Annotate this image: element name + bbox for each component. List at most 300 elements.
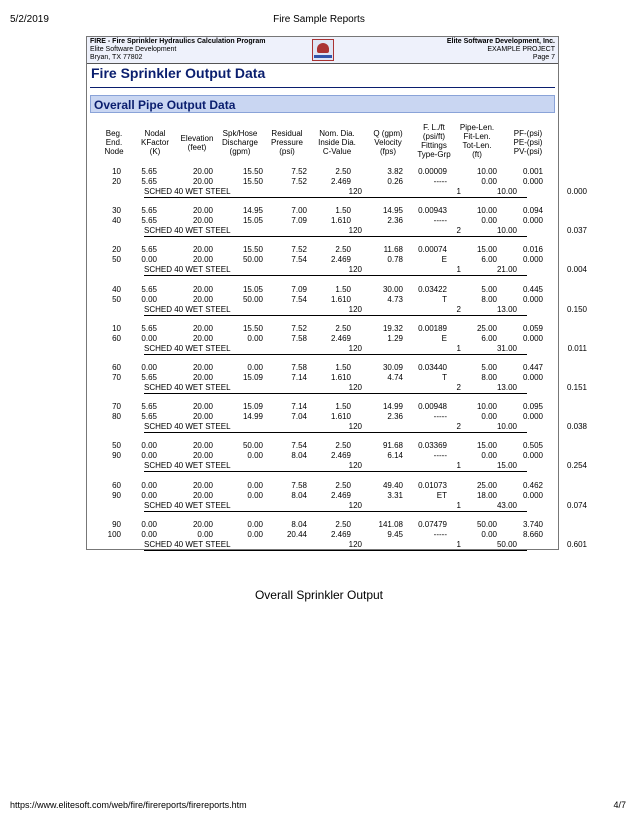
pipe-pv: 0.151 xyxy=(566,383,587,392)
section-heading: Overall Pipe Output Data xyxy=(90,95,555,113)
cell-dia: 2.50 xyxy=(335,441,351,451)
cell-elev: 20.00 xyxy=(192,441,213,451)
cell-len: 15.00 xyxy=(476,441,497,451)
cell-pf: 0.000 xyxy=(522,216,543,226)
cell-nodes: 60 xyxy=(112,363,121,372)
cell-nodes: 50 xyxy=(112,255,121,265)
cell-fl: 0.07479 xyxy=(418,519,447,529)
cell-k: 0.00 xyxy=(141,441,157,451)
column-header xyxy=(455,123,499,159)
cell-nodes: 90 xyxy=(112,490,121,500)
cell-pf: 0.000 xyxy=(522,373,543,382)
cell-disch: 0.00 xyxy=(247,363,263,372)
pipe-type-line xyxy=(144,343,587,355)
cell-fl: ----- xyxy=(433,216,447,226)
column-header-line: Q (gpm) xyxy=(373,129,403,138)
cell-press: 7.54 xyxy=(291,441,307,451)
column-header-line: Type-Grp xyxy=(417,150,451,159)
cell-elev: 20.00 xyxy=(192,373,213,382)
company-location: Bryan, TX 77802 xyxy=(90,54,143,61)
cell-len: 5.00 xyxy=(481,363,497,372)
cell-qv: 49.40 xyxy=(382,480,403,490)
pipe-group xyxy=(87,480,587,520)
program-logo-icon xyxy=(312,39,334,61)
cell-len: 6.00 xyxy=(481,255,497,265)
column-header-line: F. L./ft xyxy=(423,123,445,132)
cell-pf: 3.740 xyxy=(522,519,543,529)
pipe-cv: 120 xyxy=(348,500,362,510)
cell-fl: ----- xyxy=(433,177,447,186)
cell-disch: 15.50 xyxy=(242,323,263,333)
cell-len: 25.00 xyxy=(476,323,497,333)
pipe-type: SCHED 40 WET STEEL xyxy=(144,500,231,510)
column-header-line: (feet) xyxy=(187,143,207,152)
cell-k: 5.65 xyxy=(141,245,157,255)
cell-nodes: 40 xyxy=(112,284,121,294)
cell-fl: 0.03369 xyxy=(418,441,447,451)
cell-press: 7.09 xyxy=(291,284,307,294)
cell-fl: E xyxy=(441,255,447,265)
cell-disch: 15.05 xyxy=(242,216,263,226)
column-header-line: (gpm) xyxy=(229,147,251,156)
cell-elev: 20.00 xyxy=(192,216,213,226)
pipe-grp: 1 xyxy=(456,500,461,510)
column-header-line: Node xyxy=(104,147,124,156)
cell-elev: 20.00 xyxy=(192,363,213,372)
cell-qv: 11.68 xyxy=(383,245,403,255)
cell-qv: 91.68 xyxy=(382,441,403,451)
cell-elev: 20.00 xyxy=(192,206,213,216)
cell-pf: 0.447 xyxy=(522,363,543,372)
column-header xyxy=(265,129,309,156)
cell-len: 0.00 xyxy=(481,216,497,226)
pipe-type: SCHED 40 WET STEEL xyxy=(144,539,231,549)
cell-fl: ET xyxy=(436,490,447,500)
cell-dia: 2.50 xyxy=(335,167,351,176)
pipe-type-line xyxy=(144,539,587,551)
cell-nodes: 30 xyxy=(112,206,121,216)
cell-len: 8.00 xyxy=(481,373,497,382)
pipe-cv: 120 xyxy=(348,304,362,314)
cell-dia: 2.50 xyxy=(335,519,351,529)
column-header-line: Beg. xyxy=(105,129,123,138)
pipe-pv: 0.004 xyxy=(566,265,587,275)
cell-dia: 1.610 xyxy=(330,412,351,422)
column-header-line: Fit-Len. xyxy=(463,132,491,141)
cell-pf: 0.094 xyxy=(522,206,543,216)
cell-press: 8.04 xyxy=(291,451,307,461)
pipe-group xyxy=(87,206,587,245)
column-header xyxy=(217,129,263,156)
cell-len: 5.00 xyxy=(481,284,497,294)
pipe-type: SCHED 40 WET STEEL xyxy=(144,226,231,236)
cell-fl: 0.00009 xyxy=(418,167,447,176)
cell-nodes: 90 xyxy=(112,451,121,461)
pipe-tot: 15.00 xyxy=(496,461,517,471)
column-header-line: Spk/Hose xyxy=(222,129,258,138)
pipe-grp: 2 xyxy=(456,383,461,392)
cell-dia: 1.50 xyxy=(335,206,351,216)
cell-press: 8.04 xyxy=(291,519,307,529)
pipe-cv: 120 xyxy=(348,226,362,236)
cell-pf: 0.000 xyxy=(522,294,543,304)
column-header-line: End. xyxy=(105,138,123,147)
pipe-cv: 120 xyxy=(348,422,362,432)
column-header-line: PF-(psi) xyxy=(513,129,543,138)
column-header-line: (ft) xyxy=(472,150,482,159)
cell-press: 7.58 xyxy=(291,363,307,372)
cell-len: 6.00 xyxy=(481,333,497,343)
pipe-tot: 13.00 xyxy=(496,383,517,392)
cell-fl: ----- xyxy=(433,529,447,539)
cell-nodes: 20 xyxy=(112,245,121,255)
pipe-cv: 120 xyxy=(348,383,362,392)
cell-dia: 2.469 xyxy=(330,177,351,186)
cell-elev: 20.00 xyxy=(192,167,213,176)
cell-k: 0.00 xyxy=(141,294,157,304)
cell-disch: 50.00 xyxy=(242,255,263,265)
cell-disch: 0.00 xyxy=(247,529,263,539)
pipe-type: SCHED 40 WET STEEL xyxy=(144,343,231,353)
cell-len: 8.00 xyxy=(481,294,497,304)
pipe-pv: 0.150 xyxy=(566,304,587,314)
pipe-type: SCHED 40 WET STEEL xyxy=(144,383,231,392)
pipe-grp: 1 xyxy=(456,461,461,471)
column-header-line: PE-(psi) xyxy=(513,138,543,147)
cell-fl: ----- xyxy=(433,412,447,422)
pipe-type-line xyxy=(144,226,587,237)
cell-pf: 8.660 xyxy=(522,529,543,539)
cell-dia: 2.50 xyxy=(335,245,351,255)
column-header-line: KFactor xyxy=(140,138,169,147)
cell-pf: 0.016 xyxy=(522,245,543,255)
pipe-grp: 2 xyxy=(456,304,461,314)
pipe-group xyxy=(87,167,587,206)
cell-press: 7.54 xyxy=(291,255,307,265)
pipe-group xyxy=(87,284,587,324)
cell-elev: 0.00 xyxy=(197,529,213,539)
cell-dia: 2.469 xyxy=(330,255,351,265)
column-header xyxy=(413,123,455,159)
column-header-line: C-Value xyxy=(322,147,352,156)
cell-press: 20.44 xyxy=(286,529,307,539)
column-header-line: (psi/ft) xyxy=(422,132,446,141)
pipe-group xyxy=(87,441,587,480)
cell-qv: 19.32 xyxy=(382,323,403,333)
pipe-grp: 1 xyxy=(456,539,461,549)
column-header xyxy=(507,129,549,156)
cell-press: 7.52 xyxy=(291,323,307,333)
cell-elev: 20.00 xyxy=(192,255,213,265)
cell-qv: 4.73 xyxy=(387,294,403,304)
report-frame xyxy=(86,36,587,550)
vendor-name: Elite Software Development, Inc. xyxy=(446,38,555,45)
pipe-pv: 0.000 xyxy=(566,187,587,196)
cell-elev: 20.00 xyxy=(192,294,213,304)
pipe-type-line xyxy=(144,422,587,433)
cell-elev: 20.00 xyxy=(192,284,213,294)
pipe-tot: 10.00 xyxy=(496,422,517,432)
column-header-line: PV-(psi) xyxy=(513,147,543,156)
cell-k: 0.00 xyxy=(141,255,157,265)
pipe-grp: 1 xyxy=(456,265,461,275)
report-header-right xyxy=(447,38,555,62)
cell-fl: T xyxy=(442,373,447,382)
cell-fl: 0.00074 xyxy=(418,245,447,255)
cell-k: 0.00 xyxy=(141,333,157,343)
column-header xyxy=(365,129,411,156)
cell-disch: 0.00 xyxy=(247,333,263,343)
company-name: Elite Software Development xyxy=(90,46,177,53)
project-name: EXAMPLE PROJECT xyxy=(487,46,555,53)
cell-qv: 30.00 xyxy=(382,284,403,294)
cell-qv: 9.45 xyxy=(387,529,403,539)
cell-disch: 15.09 xyxy=(242,373,263,382)
cell-press: 7.52 xyxy=(291,177,307,186)
cell-disch: 15.50 xyxy=(242,245,263,255)
pipe-type: SCHED 40 WET STEEL xyxy=(144,461,231,471)
cell-qv: 0.26 xyxy=(387,177,403,186)
cell-qv: 14.99 xyxy=(382,402,403,412)
pipe-pv: 0.011 xyxy=(567,343,587,353)
pipe-cv: 120 xyxy=(348,461,362,471)
cell-k: 0.00 xyxy=(141,363,157,372)
cell-k: 5.65 xyxy=(141,412,157,422)
cell-press: 7.09 xyxy=(291,216,307,226)
cell-fl: 0.00948 xyxy=(418,402,447,412)
column-header-line: Residual xyxy=(271,129,303,138)
cell-k: 5.65 xyxy=(141,177,157,186)
cell-disch: 14.95 xyxy=(242,206,263,216)
cell-fl: 0.01073 xyxy=(418,480,447,490)
cell-elev: 20.00 xyxy=(192,451,213,461)
cell-k: 5.65 xyxy=(141,167,157,176)
cell-dia: 2.469 xyxy=(330,451,351,461)
cell-pf: 0.000 xyxy=(522,451,543,461)
column-header-line: Discharge xyxy=(221,138,258,147)
cell-len: 25.00 xyxy=(476,480,497,490)
cell-disch: 50.00 xyxy=(242,294,263,304)
column-header-line: (K) xyxy=(149,147,161,156)
cell-len: 15.00 xyxy=(476,245,497,255)
cell-pf: 0.505 xyxy=(522,441,543,451)
print-date: 5/2/2019 xyxy=(10,14,49,25)
cell-qv: 0.78 xyxy=(387,255,403,265)
cell-dia: 1.610 xyxy=(330,216,351,226)
column-headers xyxy=(87,121,558,161)
column-header xyxy=(95,129,133,156)
cell-pf: 0.000 xyxy=(522,490,543,500)
cell-elev: 20.00 xyxy=(192,480,213,490)
report-header xyxy=(87,37,558,64)
column-header-line: Velocity xyxy=(374,138,402,147)
cell-disch: 0.00 xyxy=(247,519,263,529)
cell-qv: 30.09 xyxy=(382,363,403,372)
cell-pf: 0.000 xyxy=(522,255,543,265)
column-header xyxy=(177,134,217,152)
pipe-type-line xyxy=(144,500,587,512)
pipe-tot: 10.00 xyxy=(496,187,517,196)
cell-qv: 2.36 xyxy=(387,216,403,226)
pipe-cv: 120 xyxy=(348,265,362,275)
cell-fl: ----- xyxy=(433,451,447,461)
program-name: FIRE - Fire Sprinkler Hydraulics Calculation Program xyxy=(90,38,266,45)
cell-press: 7.58 xyxy=(291,480,307,490)
cell-pf: 0.462 xyxy=(522,480,543,490)
cell-nodes: 90 xyxy=(112,519,121,529)
cell-elev: 20.00 xyxy=(192,490,213,500)
cell-nodes: 10 xyxy=(112,323,121,333)
cell-k: 5.65 xyxy=(141,284,157,294)
page-url: https://www.elitesoft.com/web/fire/firereports/firereports.htm xyxy=(10,800,247,810)
cell-fl: 0.00189 xyxy=(418,323,447,333)
cell-nodes: 60 xyxy=(112,480,121,490)
pipe-group xyxy=(87,363,587,402)
cell-qv: 141.08 xyxy=(378,519,403,529)
cell-k: 5.65 xyxy=(141,216,157,226)
cell-nodes: 80 xyxy=(112,412,121,422)
page-number: 4/7 xyxy=(613,800,626,810)
cell-dia: 1.610 xyxy=(330,373,351,382)
report-page-number: Page 7 xyxy=(532,54,555,61)
cell-k: 0.00 xyxy=(141,451,157,461)
cell-len: 0.00 xyxy=(481,412,497,422)
cell-elev: 20.00 xyxy=(192,519,213,529)
cell-disch: 15.09 xyxy=(242,402,263,412)
cell-len: 0.00 xyxy=(481,177,497,186)
pipe-group xyxy=(87,519,587,559)
cell-disch: 15.05 xyxy=(242,284,263,294)
cell-press: 7.04 xyxy=(291,412,307,422)
cell-elev: 20.00 xyxy=(192,333,213,343)
pipe-pv: 0.037 xyxy=(566,226,587,236)
cell-k: 5.65 xyxy=(141,323,157,333)
cell-dia: 1.610 xyxy=(330,294,351,304)
cell-k: 0.00 xyxy=(141,490,157,500)
cell-elev: 20.00 xyxy=(192,177,213,186)
cell-nodes: 50 xyxy=(112,441,121,451)
cell-len: 0.00 xyxy=(481,451,497,461)
column-header-line: Elevation xyxy=(180,134,214,143)
pipe-tot: 43.00 xyxy=(496,500,517,510)
figure-caption: Overall Sprinkler Output xyxy=(254,588,384,602)
cell-k: 5.65 xyxy=(141,206,157,216)
cell-press: 7.58 xyxy=(291,333,307,343)
pipe-tot: 13.00 xyxy=(496,304,517,314)
cell-k: 0.00 xyxy=(141,519,157,529)
cell-nodes: 20 xyxy=(112,177,121,186)
cell-nodes: 70 xyxy=(112,402,121,412)
cell-qv: 3.31 xyxy=(387,490,403,500)
cell-nodes: 10 xyxy=(112,167,121,176)
cell-press: 7.14 xyxy=(291,373,307,382)
cell-pf: 0.000 xyxy=(522,177,543,186)
pipe-cv: 120 xyxy=(348,187,362,196)
cell-press: 7.52 xyxy=(291,167,307,176)
cell-k: 5.65 xyxy=(141,373,157,382)
cell-len: 10.00 xyxy=(476,402,497,412)
cell-qv: 6.14 xyxy=(387,451,403,461)
cell-qv: 1.29 xyxy=(387,333,403,343)
column-header-line: Tot-Len. xyxy=(462,141,492,150)
cell-dia: 2.50 xyxy=(335,323,351,333)
cell-len: 10.00 xyxy=(476,167,497,176)
column-header-line: Fittings xyxy=(421,141,447,150)
cell-press: 7.14 xyxy=(291,402,307,412)
cell-disch: 0.00 xyxy=(247,490,263,500)
pipe-pv: 0.038 xyxy=(566,422,587,432)
cell-nodes: 40 xyxy=(112,216,121,226)
cell-elev: 20.00 xyxy=(192,245,213,255)
pipe-grp: 2 xyxy=(456,226,461,236)
pipe-group xyxy=(87,323,587,363)
cell-press: 7.54 xyxy=(291,294,307,304)
column-header-line: Inside Dia. xyxy=(318,138,356,147)
cell-elev: 20.00 xyxy=(192,323,213,333)
cell-nodes: 50 xyxy=(112,294,121,304)
cell-dia: 1.50 xyxy=(335,402,351,412)
cell-nodes: 60 xyxy=(112,333,121,343)
cell-fl: 0.03422 xyxy=(418,284,447,294)
column-header-line: Nom. Dia. xyxy=(319,129,355,138)
column-header-line: (fps) xyxy=(380,147,396,156)
pipe-type-line xyxy=(144,265,587,276)
cell-fl: 0.00943 xyxy=(418,206,447,216)
cell-pf: 0.059 xyxy=(522,323,543,333)
pipe-type-line xyxy=(144,304,587,316)
pipe-type-line xyxy=(144,461,587,472)
cell-fl: T xyxy=(442,294,447,304)
pipe-type-line xyxy=(144,187,587,198)
pipe-grp: 1 xyxy=(456,187,461,196)
cell-k: 5.65 xyxy=(141,402,157,412)
cell-elev: 20.00 xyxy=(192,402,213,412)
pipe-tot: 50.00 xyxy=(496,539,517,549)
pipe-type: SCHED 40 WET STEEL xyxy=(144,265,231,275)
cell-disch: 15.50 xyxy=(242,177,263,186)
cell-pf: 0.000 xyxy=(522,412,543,422)
cell-dia: 2.469 xyxy=(330,529,351,539)
cell-qv: 14.95 xyxy=(382,206,403,216)
cell-k: 0.00 xyxy=(141,529,157,539)
pipe-grp: 2 xyxy=(456,422,461,432)
cell-dia: 2.50 xyxy=(335,480,351,490)
column-header-line: (psi) xyxy=(279,147,295,156)
print-title: Fire Sample Reports xyxy=(273,14,365,25)
pipe-pv: 0.254 xyxy=(566,461,587,471)
cell-len: 50.00 xyxy=(476,519,497,529)
pipe-type: SCHED 40 WET STEEL xyxy=(144,187,231,196)
pipe-tot: 10.00 xyxy=(496,226,517,236)
column-header xyxy=(135,129,175,156)
cell-dia: 2.469 xyxy=(330,333,351,343)
cell-fl: 0.03440 xyxy=(418,363,447,372)
cell-len: 10.00 xyxy=(476,206,497,216)
heading-divider xyxy=(90,87,555,88)
pipe-pv: 0.601 xyxy=(566,539,587,549)
pipe-tot: 21.00 xyxy=(496,265,517,275)
cell-disch: 15.50 xyxy=(242,167,263,176)
report-header-left xyxy=(90,38,265,62)
cell-disch: 14.99 xyxy=(242,412,263,422)
cell-pf: 0.000 xyxy=(522,333,543,343)
cell-len: 0.00 xyxy=(481,529,497,539)
pipe-cv: 120 xyxy=(348,343,362,353)
cell-pf: 0.095 xyxy=(522,402,543,412)
report-heading: Fire Sprinkler Output Data xyxy=(91,65,266,81)
cell-elev: 20.00 xyxy=(192,412,213,422)
pipe-tot: 31.00 xyxy=(496,343,517,353)
